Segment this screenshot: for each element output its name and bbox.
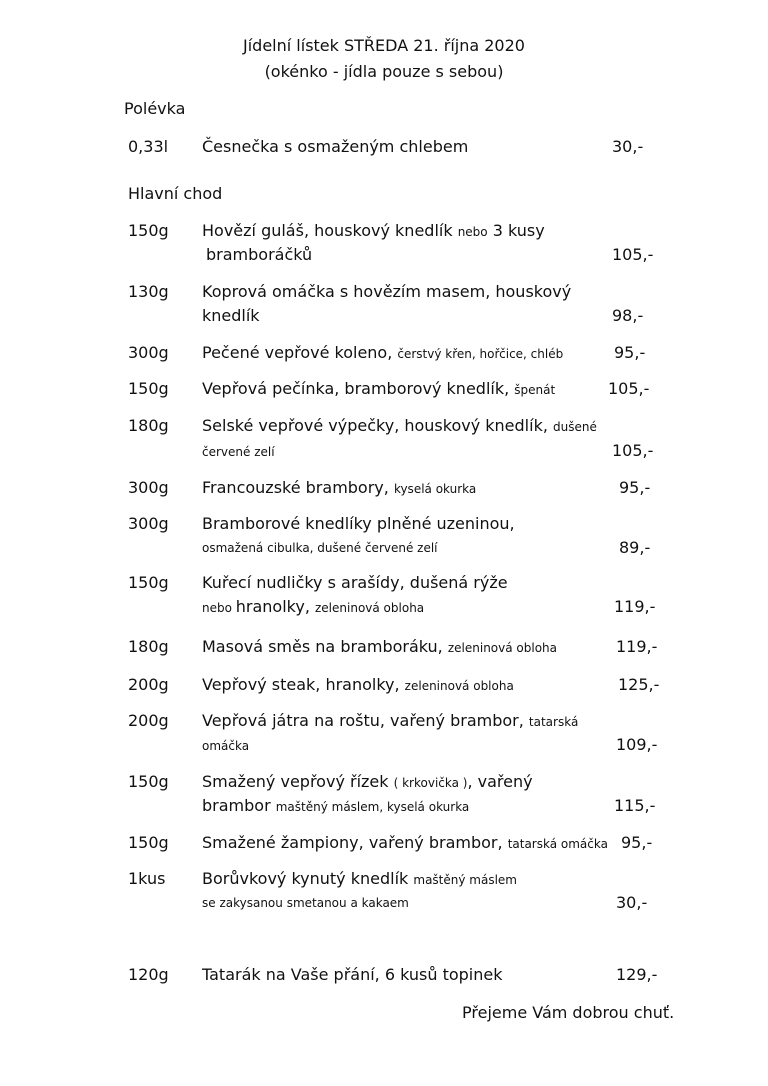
item-name-part: Pečené vepřové koleno, — [202, 343, 398, 362]
soup-qty: 0,33l — [128, 137, 169, 156]
item-note: maštěný máslem, kyselá okurka — [275, 800, 470, 814]
item-name — [202, 381, 555, 397]
item-price: 30,- — [616, 893, 648, 912]
item-price: 95,- — [619, 478, 651, 497]
item-note: kyselá okurka — [393, 482, 477, 496]
item-name-part: 3 kusy — [487, 221, 545, 240]
item-note-line2: osmažená cibulka, dušené červené zelí — [202, 541, 438, 555]
item-name-line2 — [202, 798, 469, 814]
item-qty: 300g — [128, 478, 169, 497]
item-qty: 180g — [128, 416, 169, 435]
item-name-part: Masová směs na bramboráku, — [202, 637, 448, 656]
item-name-part: Selské vepřové výpečky, houskový knedlík, — [202, 416, 554, 435]
item-name-part: hranolky, — [235, 597, 315, 616]
item-name — [202, 345, 563, 361]
item-qty: 150g — [128, 573, 169, 592]
soup-heading: Polévka — [124, 99, 186, 118]
item-price: 95,- — [621, 833, 653, 852]
item-name-part: Smažený vepřový řízek — [202, 772, 394, 791]
soup-name: Česnečka s osmaženým chlebem — [202, 137, 469, 156]
item-qty: 180g — [128, 637, 169, 656]
item-price: 119,- — [616, 637, 658, 656]
item-qty: 130g — [128, 282, 169, 301]
item-note: nebo — [457, 225, 488, 239]
soup-price: 30,- — [612, 137, 644, 156]
item-price: 119,- — [614, 597, 656, 616]
item-note: zeleninová obloha — [315, 601, 425, 615]
item-name: Tatarák na Vaše přání, 6 kusů topinek — [202, 965, 503, 984]
item-price: 109,- — [616, 735, 658, 754]
item-name-part: Vepřová játra na roštu, vařený brambor, — [202, 711, 529, 730]
item-note-line2: omáčka — [202, 739, 250, 753]
item-note: čerstvý křen, hořčice, chléb — [397, 347, 564, 361]
item-name-part: brambor — [202, 796, 276, 815]
item-name — [202, 774, 533, 790]
item-name-part: Vepřová pečínka, bramborový knedlík, — [202, 379, 515, 398]
item-qty: 150g — [128, 221, 169, 240]
item-qty: 120g — [128, 965, 169, 984]
item-note: špenát — [514, 383, 556, 397]
item-name — [202, 677, 514, 693]
item-qty: 300g — [128, 514, 169, 533]
item-name-part: Smažené žampiony, vařený brambor, — [202, 833, 508, 852]
menu-title: Jídelní lístek STŘEDA 21. října 2020 — [243, 36, 525, 55]
item-name: Koprová omáčka s hovězím masem, houskový — [202, 282, 572, 301]
item-price: 125,- — [618, 675, 660, 694]
item-qty: 150g — [128, 772, 169, 791]
item-note-line2: červené zelí — [202, 445, 275, 459]
item-note: nebo — [202, 601, 236, 615]
item-qty: 150g — [128, 379, 169, 398]
item-name: Bramborové knedlíky plněné uzeninou, — [202, 514, 515, 533]
item-name-part: , vařený — [467, 772, 533, 791]
item-note: zeleninová obloha — [447, 641, 558, 655]
item-qty: 1kus — [128, 869, 166, 888]
item-name-line2: knedlík — [202, 306, 260, 325]
item-name — [202, 871, 517, 887]
item-name — [202, 835, 608, 851]
closing-text: Přejeme Vám dobrou chuť. — [462, 1003, 675, 1022]
item-price: 129,- — [616, 965, 658, 984]
item-name — [202, 418, 597, 434]
item-name-part: Vepřový steak, hranolky, — [202, 675, 405, 694]
item-price: 105,- — [612, 441, 654, 460]
item-price: 89,- — [619, 538, 651, 557]
item-name — [202, 639, 557, 655]
menu-subtitle: (okénko - jídla pouze s sebou) — [264, 62, 504, 81]
item-price: 115,- — [614, 796, 656, 815]
item-note: zeleninová obloha — [404, 679, 514, 693]
item-qty: 200g — [128, 675, 169, 694]
item-note: dušené — [553, 420, 597, 434]
item-name-line2 — [202, 599, 424, 615]
item-note: tatarská — [528, 715, 579, 729]
item-qty: 150g — [128, 833, 169, 852]
item-price: 105,- — [608, 379, 650, 398]
item-name-part: Borůvkový kynutý knedlík — [202, 869, 414, 888]
item-qty: 200g — [128, 711, 169, 730]
item-note-line2: se zakysanou smetanou a kakaem — [202, 896, 409, 910]
item-note: tatarská omáčka — [507, 837, 608, 851]
item-qty: 300g — [128, 343, 169, 362]
item-name-part: Hovězí guláš, houskový knedlík — [202, 221, 458, 240]
item-note: ( krkovička ) — [393, 776, 468, 790]
item-price: 98,- — [612, 306, 644, 325]
item-name-part: Francouzské brambory, — [202, 478, 394, 497]
item-name-line2: bramboráčků — [206, 245, 313, 264]
item-name — [202, 223, 545, 239]
item-note: maštěný máslem — [413, 873, 517, 887]
item-name — [202, 713, 578, 729]
main-heading: Hlavní chod — [128, 184, 223, 203]
item-price: 95,- — [614, 343, 646, 362]
item-name: Kuřecí nudličky s arašídy, dušená rýže — [202, 573, 508, 592]
item-price: 105,- — [612, 245, 654, 264]
item-name — [202, 480, 476, 496]
